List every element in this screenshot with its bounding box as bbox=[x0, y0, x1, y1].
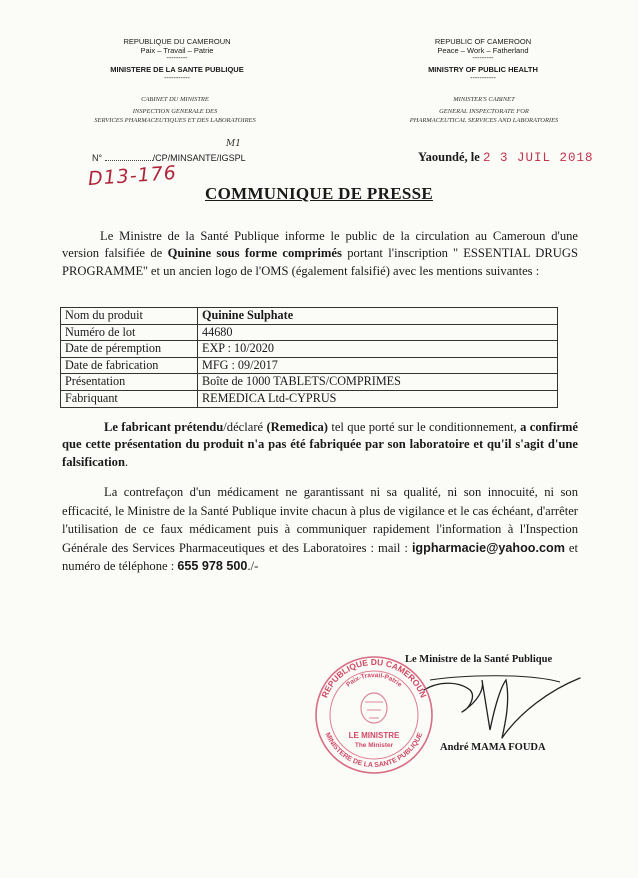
table-value: REMEDICA Ltd-CYPRUS bbox=[198, 390, 558, 407]
header-left-country: REPUBLIQUE DU CAMEROUN bbox=[123, 37, 231, 46]
header-left-motto: Paix – Travail – Patrie bbox=[140, 46, 214, 55]
header-right-cabinet: MINISTER'S CABINET bbox=[453, 96, 515, 103]
stamp-center-text-1: LE MINISTRE bbox=[348, 731, 400, 740]
table-value: Quinine Sulphate bbox=[198, 308, 558, 325]
header-left bbox=[82, 37, 272, 82]
table-row bbox=[61, 341, 558, 358]
product-details-table bbox=[60, 307, 558, 408]
para3-text-1: La contrefaçon d'un médicament ne garantissant ni sa qualité, ni son innocuité, ni son efficacité, le Ministre de la Santé Publique invite chacun à plus de vigilance et le cas échéant, d'arrêter l'utilisation de ce faux médicament puis à communiquer rapidement l'information à l'Inspection Générale des Services Pharmaceutiques et des Laboratoires : mail : bbox=[62, 485, 578, 555]
header-right-inspection-1: GENERAL INSPECTORATE FOR bbox=[439, 108, 529, 115]
stamp-center-text-2: The Minister bbox=[354, 742, 394, 749]
header-left-cabinet: CABINET DU MINISTRE bbox=[141, 96, 209, 103]
manufacturer-paragraph bbox=[62, 419, 578, 471]
reference-prefix: N° bbox=[92, 153, 103, 163]
table-label: Présentation bbox=[61, 374, 198, 391]
reference-suffix: /CP/MINSANTE/IGSPL bbox=[152, 153, 246, 163]
header-left-inspection-1: INSPECTION GENERALE DES bbox=[132, 108, 218, 115]
para3-text-2: et numéro de téléphone : bbox=[62, 540, 578, 574]
header-right bbox=[388, 37, 578, 82]
signature-title: Le Ministre de la Santé Publique bbox=[405, 654, 553, 665]
para2-text-2: tel que porté sur le conditionnement, bbox=[328, 420, 521, 434]
warning-paragraph bbox=[62, 483, 578, 576]
page-title: COMMUNIQUE DE PRESSE bbox=[205, 184, 433, 203]
intro-paragraph bbox=[62, 228, 578, 280]
handwritten-reference: D13-176 bbox=[87, 161, 178, 191]
table-label: Date de fabrication bbox=[61, 357, 198, 374]
table-row bbox=[61, 324, 558, 341]
official-stamp bbox=[309, 650, 439, 780]
table-label: Fabriquant bbox=[61, 390, 198, 407]
intro-text-1: Le Ministre de la Santé Publique informe le public de la circulation au Cameroun d'une version falsifiée de bbox=[62, 229, 578, 261]
header-right-ministry: MINISTRY OF PUBLIC HEALTH bbox=[428, 65, 538, 74]
header-right-cabinet-block bbox=[375, 95, 593, 125]
header-right-motto: Peace – Work – Fatherland bbox=[437, 46, 529, 55]
table-row bbox=[61, 308, 558, 325]
signatory-name: André MAMA FOUDA bbox=[440, 742, 546, 753]
para2-bold-1: Le fabricant prétendu bbox=[104, 420, 224, 434]
para2-bold-2: (Remedica) bbox=[266, 420, 328, 434]
document-date bbox=[418, 150, 593, 165]
table-value: Boîte de 1000 TABLETS/COMPRIMES bbox=[198, 374, 558, 391]
header-right-country: REPUBLIC OF CAMEROON bbox=[434, 37, 532, 46]
para2-bold-3: a confirmé que cette présentation du produit n'a pas été fabriquée par son laboratoire et qu'il s'agit d'une falsification bbox=[62, 420, 579, 469]
table-row bbox=[61, 374, 558, 391]
para3-text-3: ./- bbox=[247, 559, 259, 574]
stamp-motto-text: Paix-Travail-Patrie bbox=[345, 671, 403, 689]
para2-text-3: . bbox=[124, 454, 129, 469]
header-left-inspection-2: SERVICES PHARMACEUTIQUES ET DES LABORATOIRES bbox=[94, 117, 256, 124]
header-left-ministry-separator: ----------- bbox=[164, 75, 190, 82]
stamp-top-text: REPUBLIQUE DU CAMEROUN bbox=[319, 656, 429, 700]
date-place: Yaoundé, le bbox=[418, 150, 480, 164]
header-right-separator: --------- bbox=[472, 55, 494, 62]
header-left-ministry: MINISTERE DE LA SANTE PUBLIQUE bbox=[110, 65, 244, 74]
table-row bbox=[61, 357, 558, 374]
header-right-inspection-2: PHARMACEUTICAL SERVICES AND LABORATORIES bbox=[409, 117, 559, 124]
table-label: Numéro de lot bbox=[61, 324, 198, 341]
table-label: Nom du produit bbox=[61, 308, 198, 325]
table-row bbox=[61, 390, 558, 407]
stamp-emblem-icon bbox=[361, 693, 387, 723]
contact-phone: 655 978 500 bbox=[177, 559, 248, 574]
header-right-ministry-separator: ----------- bbox=[470, 75, 496, 82]
date-stamp: 2 3 JUIL 2018 bbox=[482, 151, 594, 165]
stamp-bottom-text: MINISTERE DE LA SANTE PUBLIQUE bbox=[323, 731, 425, 770]
table-value: EXP : 10/2020 bbox=[198, 341, 558, 358]
table-value: 44680 bbox=[198, 324, 558, 341]
header-left-separator: --------- bbox=[166, 55, 188, 62]
intro-bold: Quinine sous forme comprimés bbox=[167, 246, 342, 261]
para2-text-1: /déclaré bbox=[223, 420, 267, 434]
intro-text-2: portant l'inscription '' ESSENTIAL DRUGS PROGRAMME'' et un ancien logo de l'OMS (également falsifié) avec les mentions suivantes : bbox=[62, 246, 578, 278]
header-left-cabinet-block bbox=[60, 95, 290, 125]
contact-email: igpharmacie@yahoo.com bbox=[411, 540, 565, 555]
table-value: MFG : 09/2017 bbox=[198, 357, 558, 374]
handwritten-mark: M1 bbox=[226, 139, 241, 149]
table-label: Date de péremption bbox=[61, 341, 198, 358]
